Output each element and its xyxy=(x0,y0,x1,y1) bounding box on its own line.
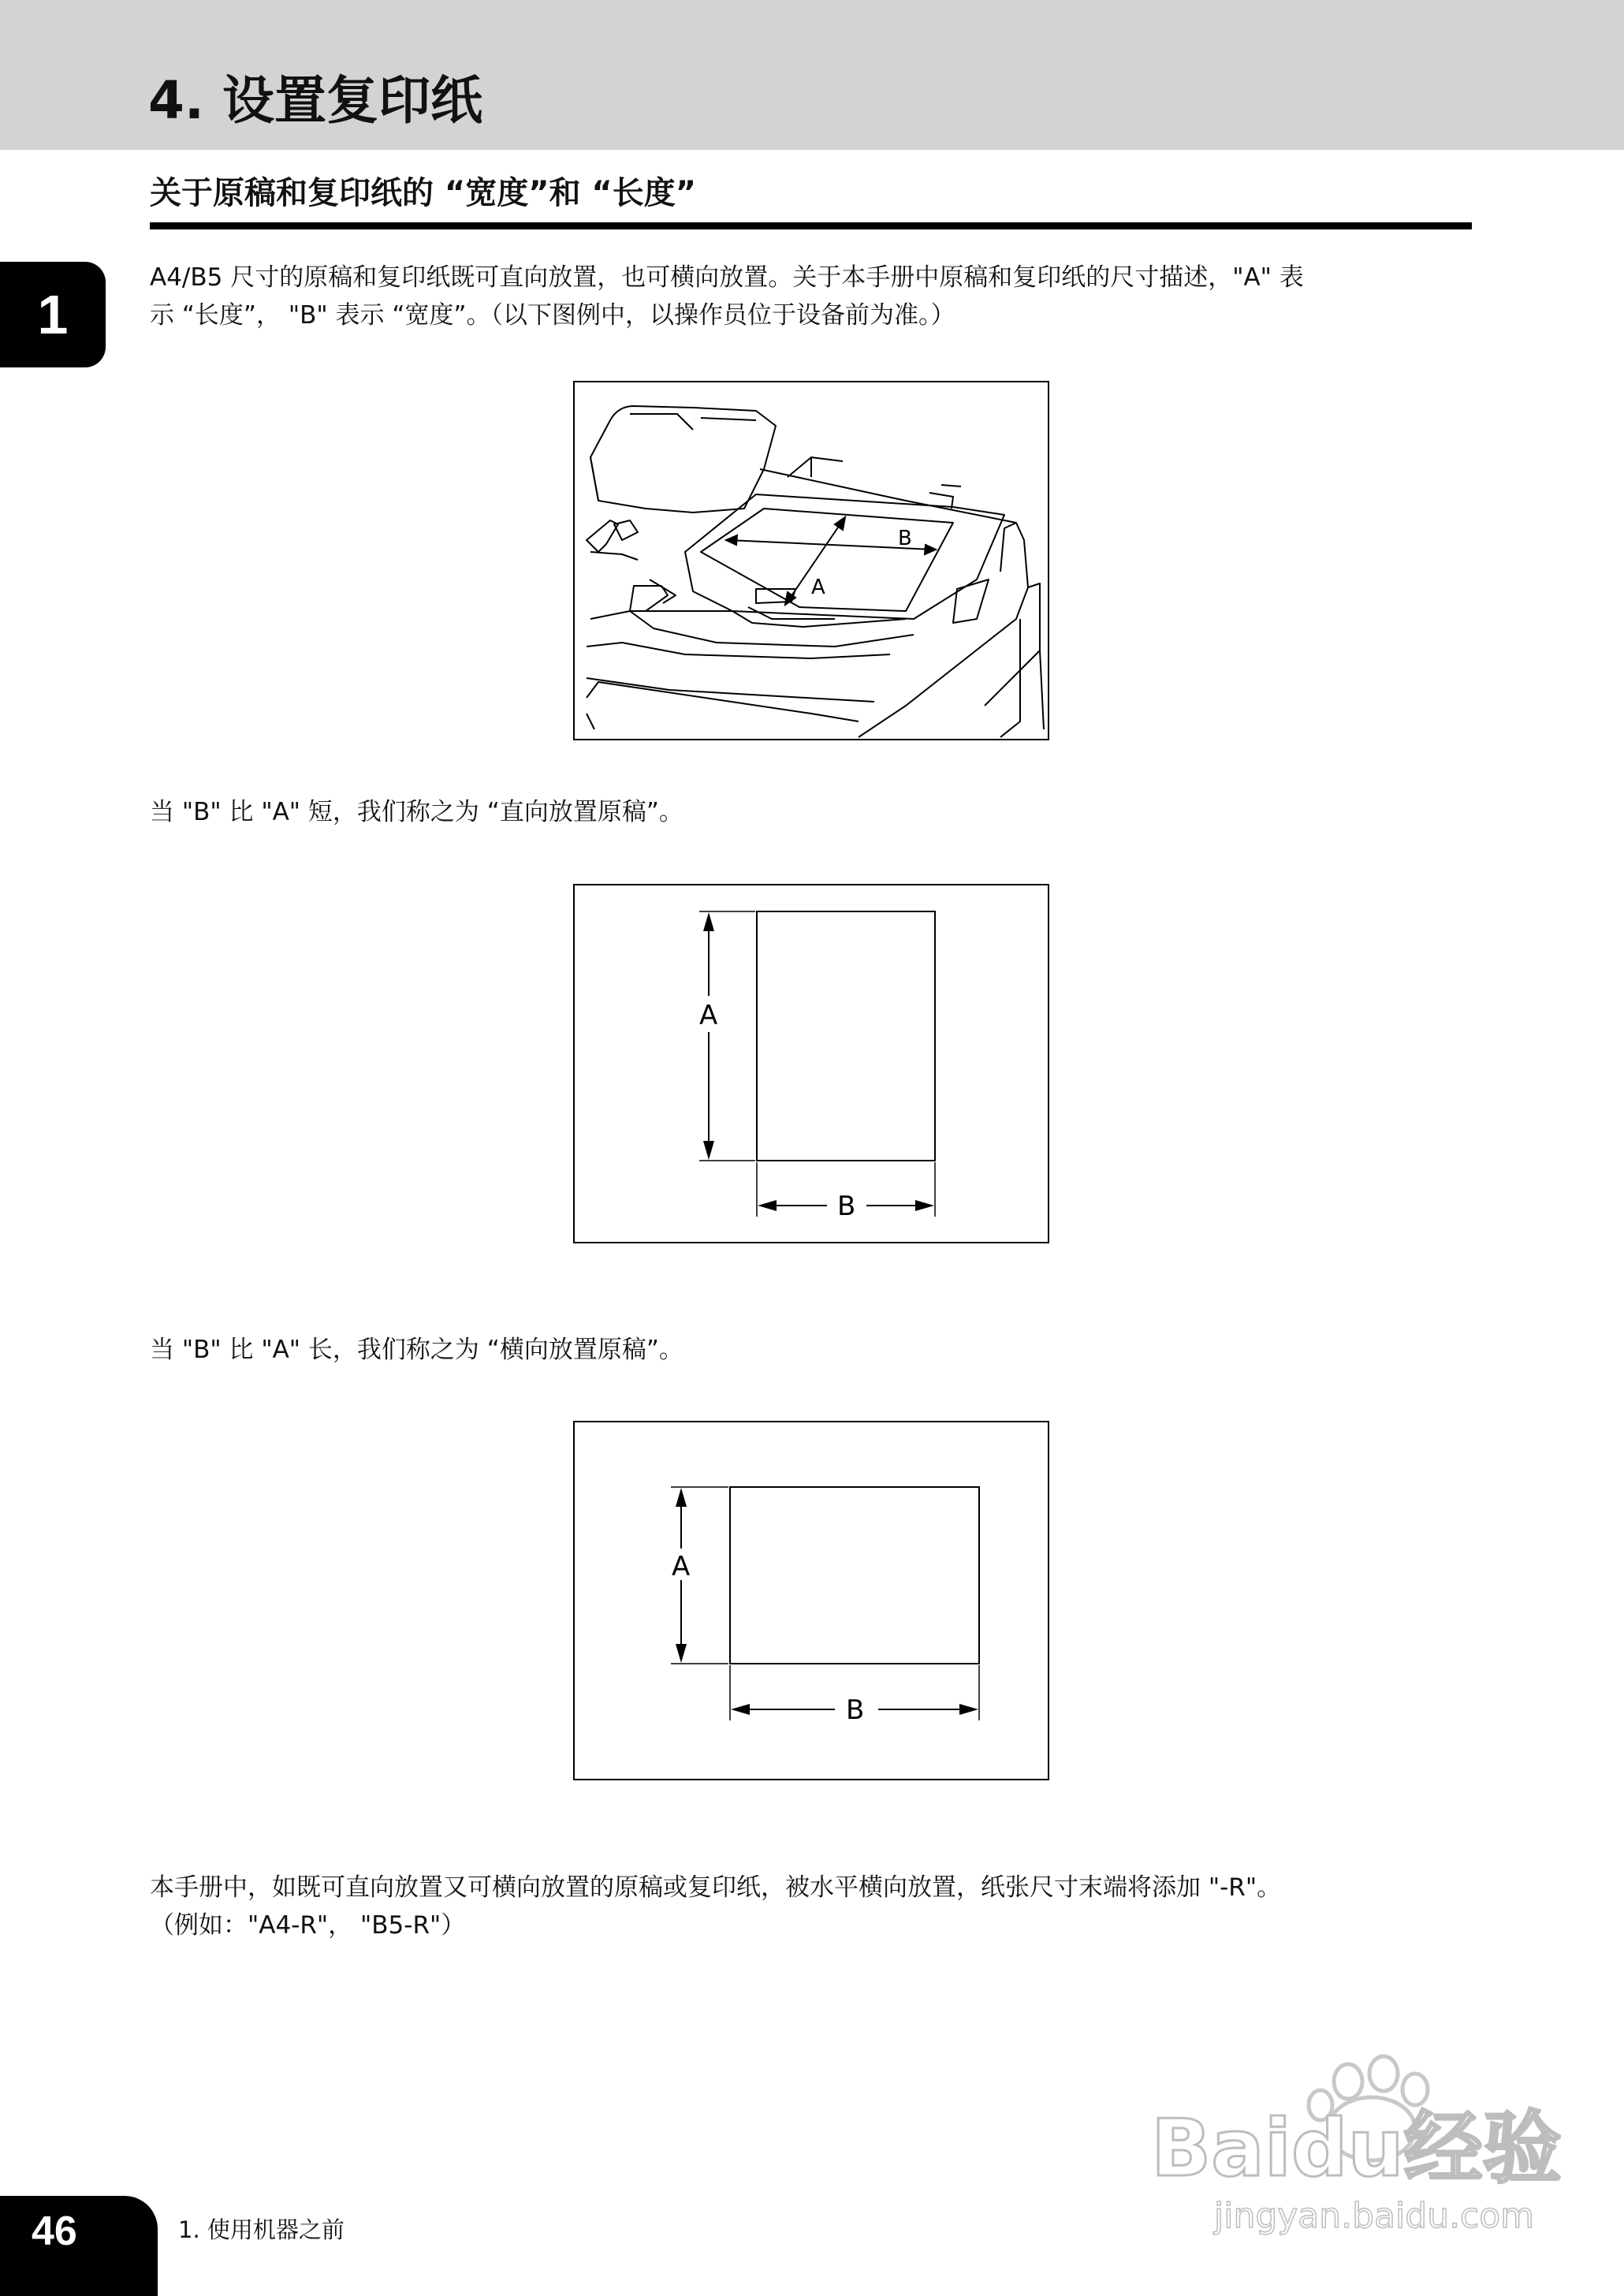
landscape-diagram xyxy=(573,1421,1049,1780)
landscape-label-b: B xyxy=(846,1694,865,1726)
baidu-watermark xyxy=(1151,2050,1561,2239)
landscape-caption xyxy=(150,1331,683,1369)
copier-drawing xyxy=(575,382,1048,739)
intro-paragraph xyxy=(150,259,1304,334)
chapter-title: 4. 设置复印纸 xyxy=(148,70,482,131)
figure1-label-a: A xyxy=(811,576,825,599)
landscape-drawing xyxy=(575,1422,1048,1779)
note-line-1: 本手册中，如既可直向放置又可横向放置的原稿或复印纸，被水平横向放置，纸张尺寸末端将添加 "-R"。 xyxy=(150,1873,1282,1902)
footer-chapter-label: 1. 使用机器之前 xyxy=(178,2216,345,2243)
watermark-brand: Baidu经验 xyxy=(1151,2102,1562,2194)
landscape-caption-text: 当 "B" 比 "A" 长，我们称之为 “横向放置原稿”。 xyxy=(150,1336,683,1364)
portrait-caption-text: 当 "B" 比 "A" 短，我们称之为 “直向放置原稿”。 xyxy=(150,798,683,826)
section-title: 关于原稿和复印纸的 “宽度”和 “长度” xyxy=(150,175,697,211)
landscape-sheet xyxy=(730,1487,979,1664)
watermark-url: jingyan.baidu.com xyxy=(1214,2196,1535,2236)
figure1-label-b: B xyxy=(898,527,912,550)
intro-line-2: 示 “长度”， "B" 表示 “宽度”。（以下图例中，以操作员位于设备前为准。） xyxy=(150,301,955,330)
section-divider xyxy=(150,222,1472,229)
portrait-drawing xyxy=(575,885,1048,1242)
copier-illustration xyxy=(573,381,1049,740)
chapter-tab: 1 xyxy=(0,262,106,367)
intro-line-1: A4/B5 尺寸的原稿和复印纸既可直向放置，也可横向放置。关于本手册中原稿和复印纸的尺寸描述，"A" 表 xyxy=(150,263,1304,292)
portrait-label-b: B xyxy=(837,1191,856,1222)
portrait-sheet xyxy=(757,911,935,1161)
portrait-caption xyxy=(150,793,683,831)
footer-page-tab xyxy=(0,2196,158,2296)
landscape-label-a: A xyxy=(672,1551,691,1582)
portrait-diagram xyxy=(573,884,1049,1243)
page-number: 46 xyxy=(32,2208,77,2254)
portrait-label-a: A xyxy=(699,1000,718,1031)
note-paragraph xyxy=(150,1869,1281,1944)
note-line-2: （例如："A4-R"， "B5-R"） xyxy=(150,1911,466,1940)
